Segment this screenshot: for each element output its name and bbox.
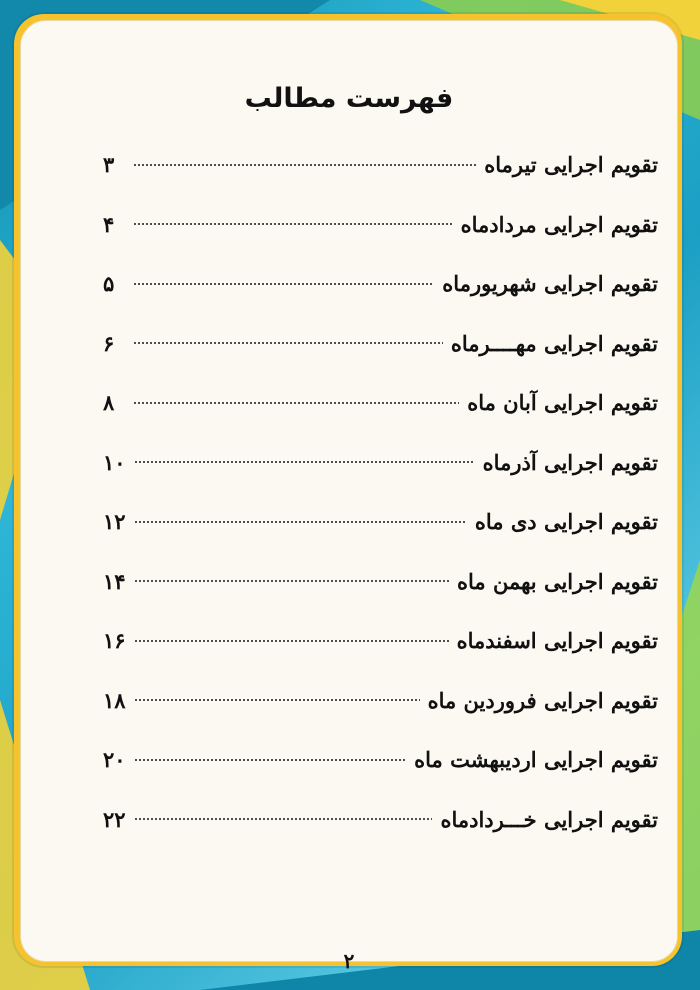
- toc-entry-label: تقویم اجرایی آبان ماه: [467, 390, 658, 416]
- toc-entry-page-number: ۱۲: [103, 509, 126, 535]
- toc-entry-label: تقویم اجرایی خـــردادماه: [440, 806, 658, 832]
- toc-entry[interactable]: [103, 492, 658, 552]
- page-title: فهرست مطالب: [244, 83, 454, 114]
- toc-entry-page-number: ۱۶: [103, 628, 126, 654]
- toc-entry[interactable]: [103, 314, 658, 374]
- dot-leader: [133, 402, 459, 404]
- toc-entry[interactable]: [103, 552, 658, 612]
- dot-leader: [133, 164, 476, 166]
- toc-entry-page-number: ۶: [103, 330, 115, 356]
- dot-leader: [134, 521, 467, 523]
- toc-entry-label: تقویم اجرایی شهریورماه: [442, 271, 658, 297]
- toc-entry[interactable]: [103, 195, 658, 255]
- toc-entry-label: تقویم اجرایی اسفندماه: [456, 628, 658, 654]
- dot-leader: [134, 580, 449, 582]
- toc-entry[interactable]: [103, 433, 658, 493]
- dot-leader: [134, 818, 433, 820]
- toc-entry-label: تقویم اجرایی فروردین ماه: [427, 687, 658, 713]
- dot-leader: [133, 223, 453, 225]
- toc-entry-page-number: ۱۰: [103, 449, 126, 475]
- toc-entry-label: تقویم اجرایی آذرماه: [482, 449, 658, 475]
- toc-entry[interactable]: [103, 611, 658, 671]
- toc-entry-page-number: ۱۴: [103, 568, 126, 594]
- toc-entry-label: تقویم اجرایی مردادماه: [460, 211, 658, 237]
- toc-entry[interactable]: [103, 671, 658, 731]
- toc-entry-label: تقویم اجرایی دی ماه: [474, 509, 658, 535]
- toc-entry-page-number: ۱۸: [103, 687, 126, 713]
- dot-leader: [134, 699, 420, 701]
- toc-entry-page-number: ۴: [103, 211, 115, 237]
- toc-entry[interactable]: [103, 730, 658, 790]
- dot-leader: [133, 283, 434, 285]
- dot-leader: [134, 640, 449, 642]
- toc-entry[interactable]: [103, 790, 658, 850]
- toc-entry-label: تقویم اجرایی مهــــرماه: [450, 330, 658, 356]
- page-number: ۲: [343, 949, 355, 973]
- table-of-contents: [103, 135, 658, 849]
- toc-entry[interactable]: [103, 135, 658, 195]
- document-page: [20, 20, 678, 973]
- toc-entry-page-number: ۳: [103, 152, 115, 178]
- toc-entry[interactable]: [103, 373, 658, 433]
- toc-entry-label: تقویم اجرایی اردیبهشت ماه: [414, 747, 658, 773]
- toc-entry[interactable]: [103, 254, 658, 314]
- dot-leader: [134, 461, 475, 463]
- dot-leader: [133, 342, 443, 344]
- toc-entry-page-number: ۲۲: [103, 806, 126, 832]
- toc-entry-page-number: ۸: [103, 390, 115, 416]
- toc-entry-label: تقویم اجرایی تیرماه: [484, 152, 658, 178]
- toc-entry-page-number: ۵: [103, 271, 115, 297]
- toc-entry-label: تقویم اجرایی بهمن ماه: [457, 568, 658, 594]
- dot-leader: [134, 759, 407, 761]
- toc-entry-page-number: ۲۰: [103, 747, 126, 773]
